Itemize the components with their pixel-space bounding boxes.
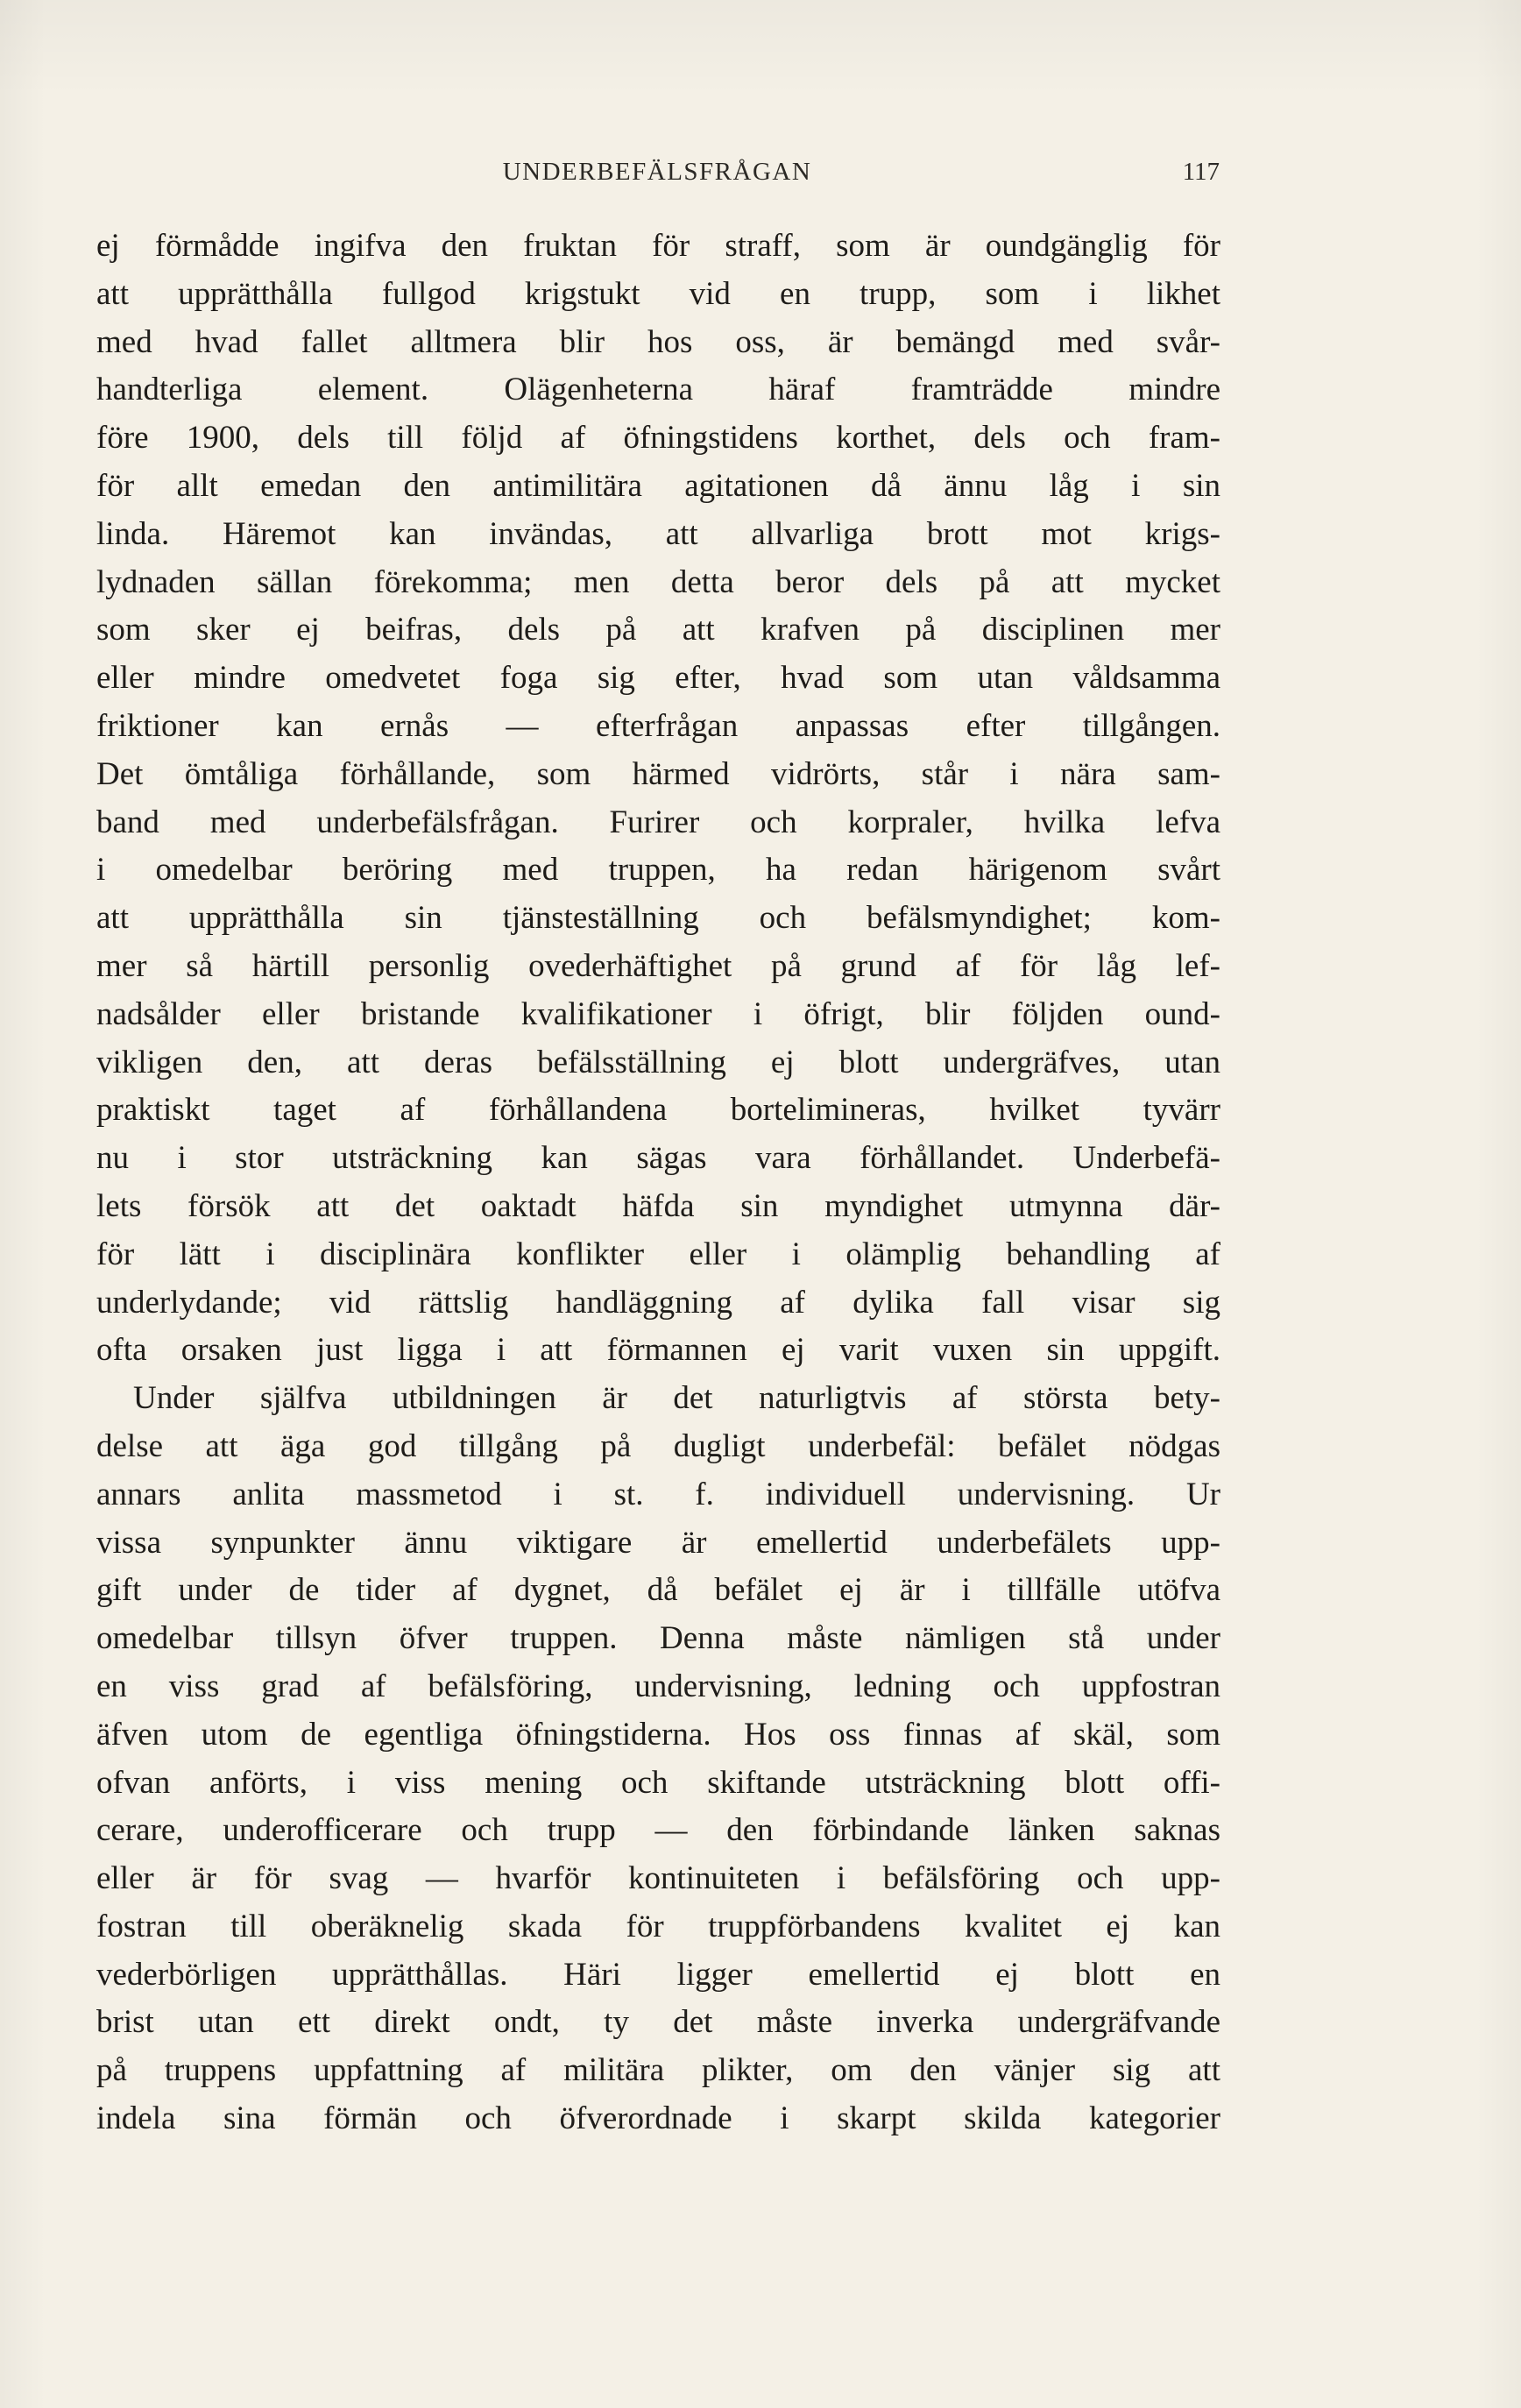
text-line: fostran till oberäknelig skada för truppförbandens kvalitet ej kan [96,1908,1220,1944]
text-line: före 1900, dels till följd af öfningstidens korthet, dels och fram- [96,420,1220,457]
text-line: handterliga element. Olägenheterna häraf framträdde mindre [96,372,1220,408]
text-line: en viss grad af befälsföring, undervisning, ledning och uppfostran [96,1668,1220,1704]
text-line: underlydande; vid rättslig handläggning af dylika fall visar sig [96,1284,1220,1321]
paragraph [96,1375,1220,2143]
text-line: Under själfva utbildningen är det naturligtvis af största bety- [133,1380,1220,1417]
running-title: UNDERBEFÄLSFRÅGAN [502,158,812,186]
text-line: brist utan ett direkt ondt, ty det måste inverka undergräfvande [96,2004,1220,2041]
text-line: friktioner kan ernås — efterfrågan anpassas efter tillgången. [96,707,1220,744]
text-line: för lätt i disciplinära konflikter eller i olämplig behandling af [96,1236,1220,1272]
text-line: mer så härtill personlig ovederhäftighet på grund af för låg lef- [96,947,1220,984]
text-line: som sker ej beifras, dels på att krafven på disciplinen mer [96,612,1220,648]
text-line: ofta orsaken just ligga i att förmannen ej varit vuxen sin uppgift. [96,1332,1220,1369]
running-head [96,158,1218,193]
text-line: omedelbar tillsyn öfver truppen. Denna måste nämligen stå under [96,1620,1220,1657]
text-line: ofvan anförts, i viss mening och skiftande utsträckning blott offi- [96,1764,1220,1801]
text-line: nadsålder eller bristande kvalifikationer i öfrigt, blir följden ound- [96,995,1220,1032]
text-line: delse att äga god tillgång på dugligt underbefäl: befälet nödgas [96,1427,1220,1464]
text-line: eller är för svag — hvarför kontinuiteten i befälsföring och upp- [96,1860,1220,1897]
text-line: eller mindre omedvetet foga sig efter, hvad som utan våldsamma [96,660,1220,697]
text-line: äfven utom de egentliga öfningstiderna. Hos oss finnas af skäl, som [96,1716,1220,1753]
text-line: band med underbefälsfrågan. Furirer och korpraler, hvilka lefva [96,804,1220,840]
body-text [96,223,1220,2143]
text-line: linda. Häremot kan invändas, att allvarliga brott mot krigs- [96,515,1220,552]
text-line: att upprätthålla sin tjänsteställning och befälsmyndighet; kom- [96,900,1220,937]
text-line: indela sina förmän och öfverordnade i skarpt skilda kategorier [96,2100,1220,2137]
text-line: i omedelbar beröring med truppen, ha redan härigenom svårt [96,852,1220,889]
text-line: gift under de tider af dygnet, då befälet ej är i tillfälle utöfva [96,1572,1220,1609]
text-line: på truppens uppfattning af militära plikter, om den vänjer sig att [96,2052,1220,2089]
text-line: för allt emedan den antimilitära agitationen då ännu låg i sin [96,467,1220,504]
text-line: Det ömtåliga förhållande, som härmed vidrörts, står i nära sam- [96,755,1220,792]
text-line: praktiskt taget af förhållandena bortelimineras, hvilket tyvärr [96,1092,1220,1129]
text-line: med hvad fallet alltmera blir hos oss, är bemängd med svår- [96,323,1220,360]
text-line: vikligen den, att deras befälsställning ej blott undergräfves, utan [96,1044,1220,1080]
text-line: vederbörligen upprätthållas. Häri ligger emellertid ej blott en [96,1956,1220,1993]
text-line: cerare, underofficerare och trupp — den förbindande länken saknas [96,1812,1220,1849]
text-line: nu i stor utsträckning kan sägas vara förhållandet. Underbefä- [96,1140,1220,1177]
page-number: 117 [1182,158,1220,186]
text-line: ej förmådde ingifva den fruktan för straff, som är oundgänglig för [96,228,1220,264]
text-line: lets försök att det oaktadt häfda sin myndighet utmynna där- [96,1187,1220,1224]
paragraph [96,223,1220,1375]
text-line: att upprätthålla fullgod krigstukt vid en trupp, som i likhet [96,275,1220,312]
text-line: annars anlita massmetod i st. f. individuell undervisning. Ur [96,1476,1220,1512]
text-line: lydnaden sällan förekomma; men detta beror dels på att mycket [96,563,1220,600]
text-line: vissa synpunkter ännu viktigare är emellertid underbefälets upp- [96,1524,1220,1561]
